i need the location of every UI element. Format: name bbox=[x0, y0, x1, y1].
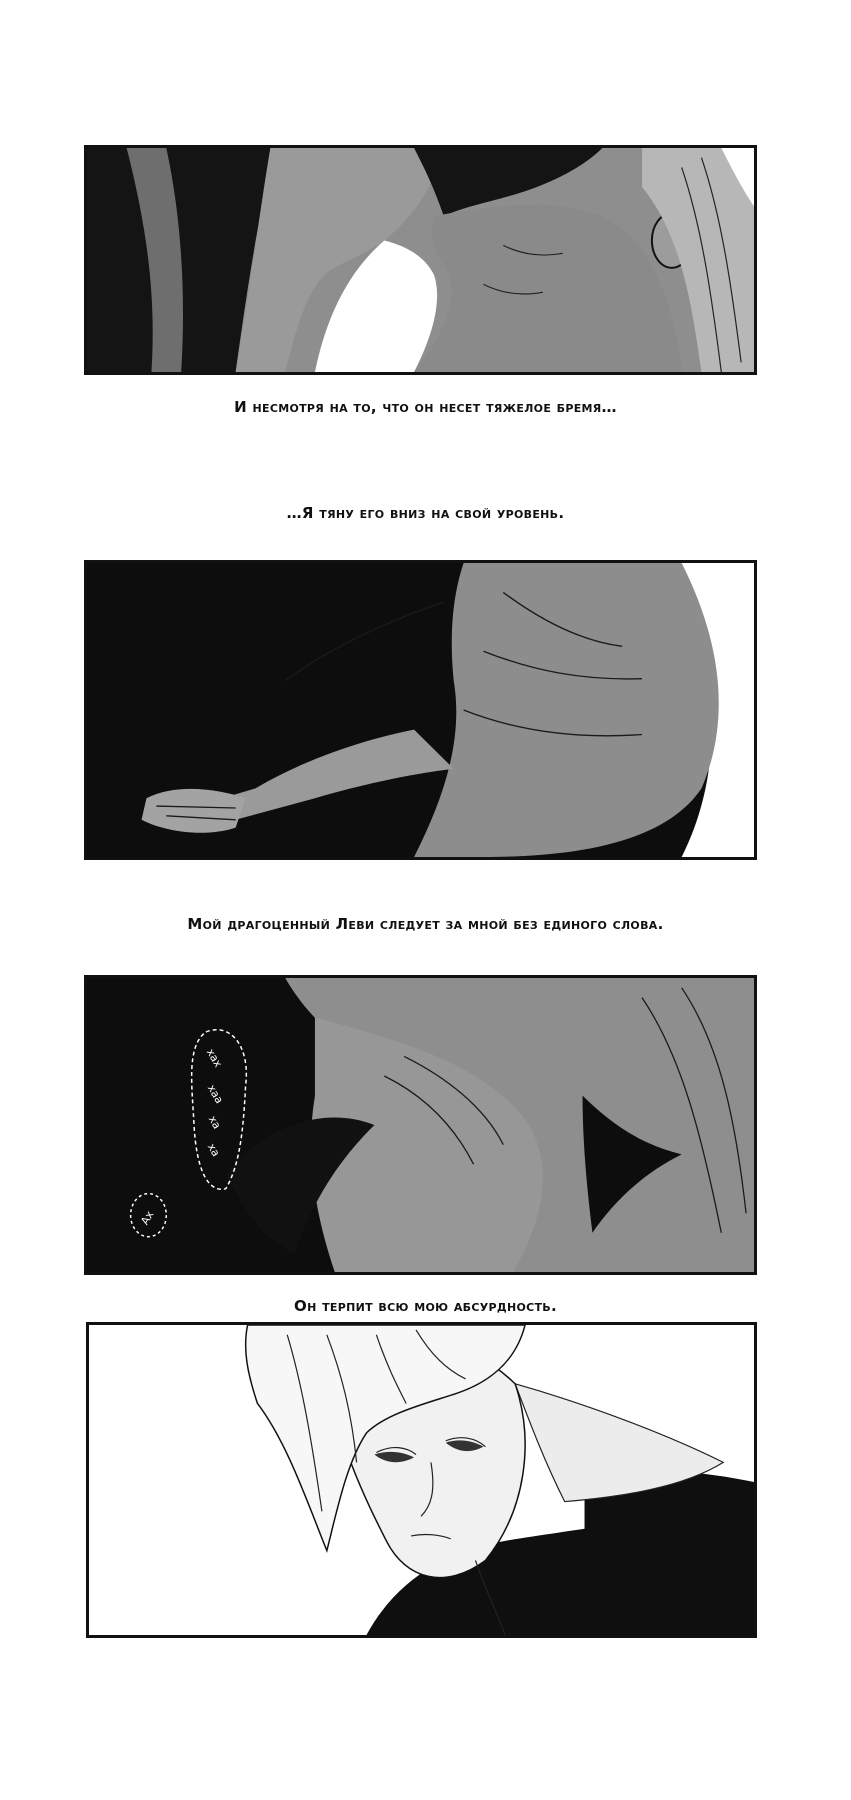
panel-4-art bbox=[89, 1325, 754, 1635]
sfx-breath-4: ха bbox=[204, 1141, 223, 1159]
caption-2: …Я тяну его вниз на свой уровень. bbox=[286, 504, 565, 522]
manga-panel-1 bbox=[84, 145, 757, 375]
manga-panel-3 bbox=[84, 975, 757, 1275]
sfx-gasp: Ах bbox=[138, 1208, 157, 1228]
panel-2-art bbox=[87, 563, 754, 857]
caption-1: И несмотря на то, что он несет тяжелое бремя… bbox=[234, 398, 617, 416]
caption-4: Он терпит всю мою абсурдность. bbox=[294, 1297, 557, 1315]
sfx-breath-3: ха bbox=[205, 1113, 224, 1132]
sfx-breath-1: хах bbox=[203, 1046, 225, 1070]
panel-1-art bbox=[87, 148, 754, 372]
sfx-breath-2: хаа bbox=[204, 1082, 226, 1106]
manga-panel-4 bbox=[86, 1322, 757, 1638]
panel-3-art bbox=[87, 978, 754, 1272]
caption-3: Мой драгоценный Леви следует за мной без единого слова. bbox=[187, 915, 664, 933]
manga-panel-2 bbox=[84, 560, 757, 860]
